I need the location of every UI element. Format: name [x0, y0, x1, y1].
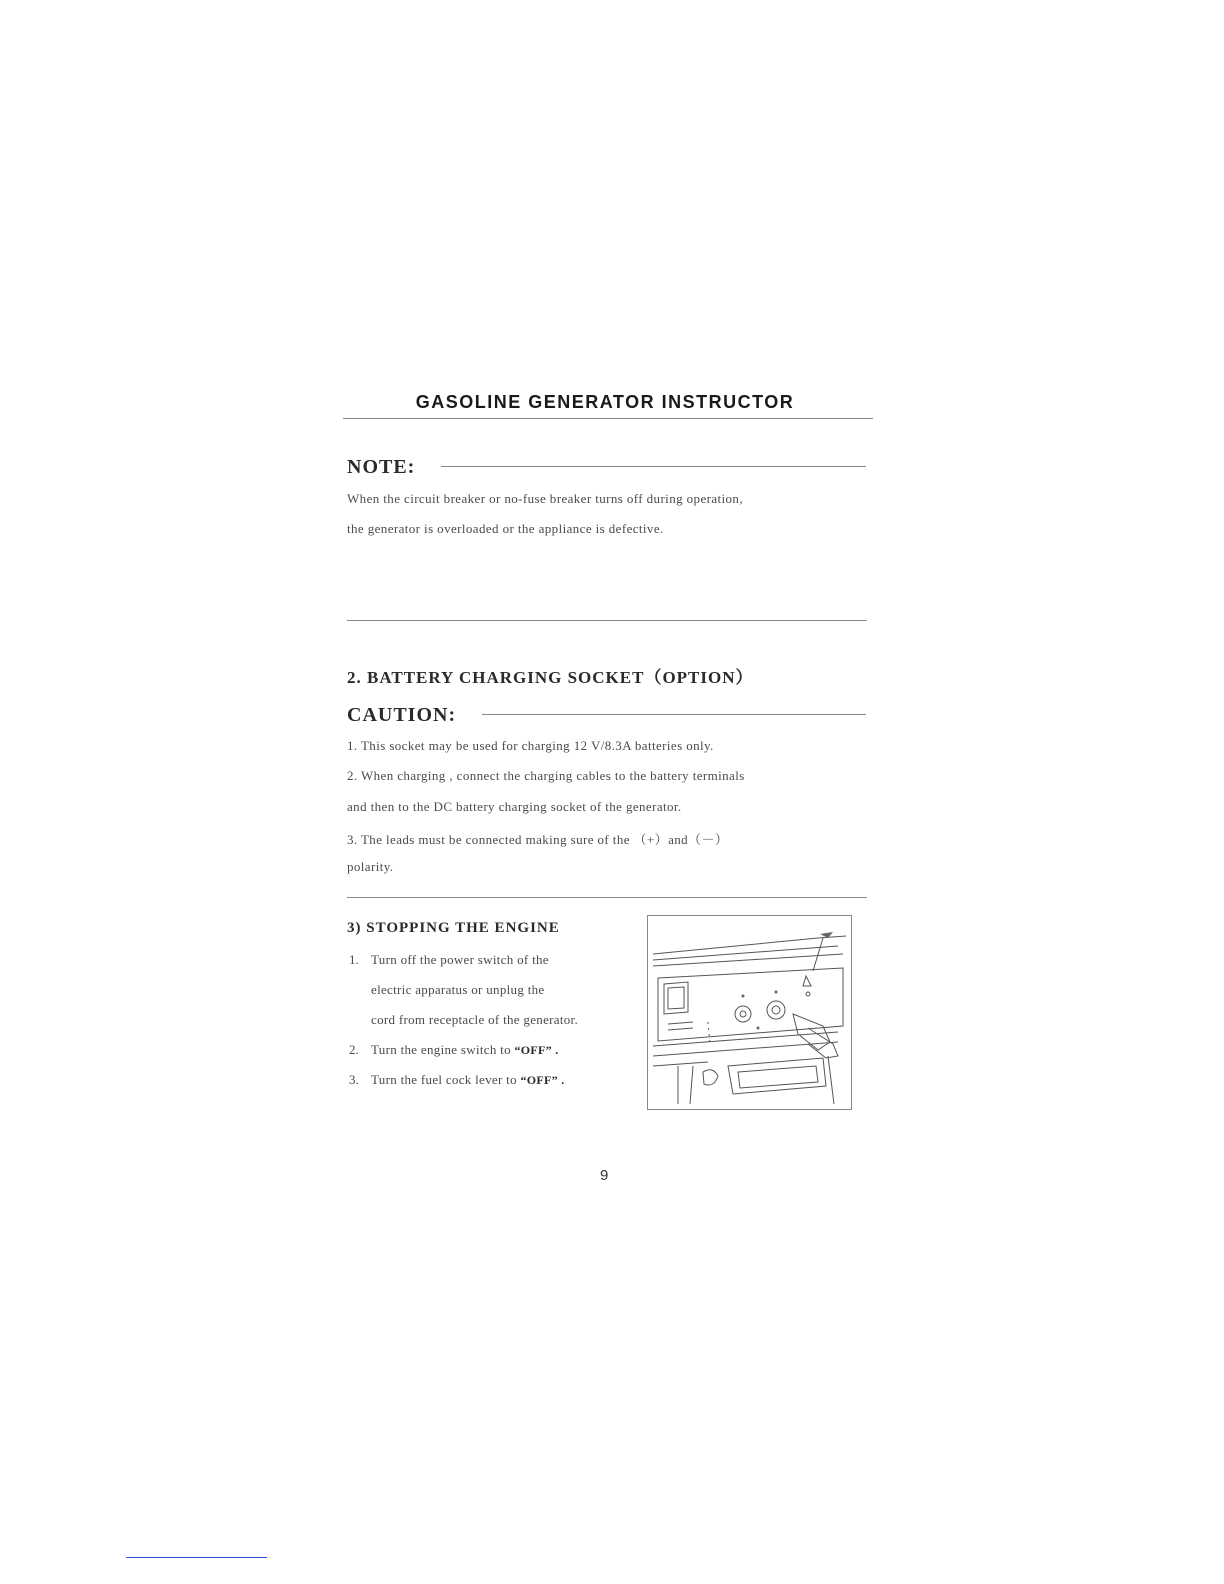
caution-line-5: polarity. [347, 859, 394, 874]
caution-line-3: and then to the DC battery charging socket of the generator. [347, 799, 682, 814]
step-2-instruction: Turn the engine switch to [371, 1042, 511, 1057]
generator-control-panel-illustration-icon [648, 916, 851, 1109]
header-divider [343, 418, 873, 419]
step-3-off-value: “OFF” . [520, 1073, 565, 1087]
step-2-number: 2. [349, 1042, 359, 1057]
note-heading-rule [441, 466, 866, 467]
page-number: 9 [600, 1167, 609, 1184]
step-1-line-2: electric apparatus or unplug the [371, 982, 545, 997]
note-line-2: the generator is overloaded or the appliance is defective. [347, 521, 664, 536]
caution-heading-rule [482, 714, 866, 715]
step-1-line-1: Turn off the power switch of the [371, 952, 549, 967]
footer-link-underline[interactable] [126, 1557, 267, 1558]
caution-line-2: 2. When charging , connect the charging cables to the battery terminals [347, 768, 745, 783]
caution-heading: CAUTION: [347, 704, 457, 726]
caution-line-4: 3. The leads must be connected making sure of the （+）and（－） [347, 832, 729, 847]
step-1-number: 1. [349, 952, 359, 967]
note-end-divider [347, 620, 867, 621]
step-1-line-3: cord from receptacle of the generator. [371, 1012, 579, 1027]
battery-section-heading: 2. BATTERY CHARGING SOCKET（OPTION） [347, 668, 754, 687]
generator-panel-figure [647, 915, 852, 1110]
caution-line-1: 1. This socket may be used for charging 12 V/8.3A batteries only. [347, 738, 714, 753]
step-2-off-value: “OFF” . [514, 1043, 559, 1057]
caution-end-divider [347, 897, 867, 898]
step-3-number: 3. [349, 1072, 359, 1087]
page-title: GASOLINE GENERATOR INSTRUCTOR [415, 392, 795, 412]
step-3-instruction: Turn the fuel cock lever to [371, 1072, 517, 1087]
step-2-text [371, 1042, 559, 1058]
step-3-text [371, 1072, 565, 1088]
note-heading: NOTE: [347, 456, 416, 478]
stopping-heading: 3) STOPPING THE ENGINE [347, 920, 560, 936]
note-line-1: When the circuit breaker or no-fuse breaker turns off during operation, [347, 491, 743, 506]
